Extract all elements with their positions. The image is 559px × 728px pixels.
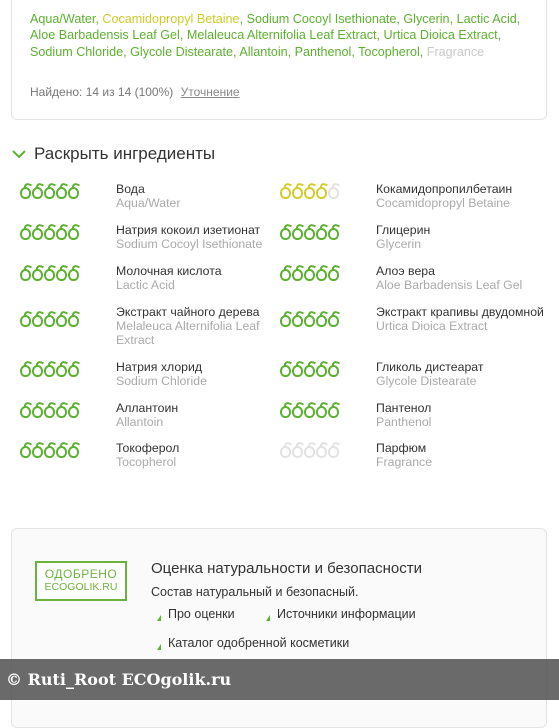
leaf-drop-icon <box>292 406 303 418</box>
ingredient-name-ru: Алоэ вера <box>376 264 435 278</box>
leaf-drop-icon <box>316 446 327 458</box>
leaf-drop-icon <box>316 187 327 199</box>
ingredient-name-inci: Melaleuca Alternifolia Leaf Extract <box>116 319 260 347</box>
safety-rating-icons <box>20 187 79 199</box>
ingredient-name-ru: Глицерин <box>376 223 431 237</box>
leaf-drop-icon <box>20 365 31 377</box>
leaf-drop-icon <box>68 228 79 240</box>
leaf-drop-icon <box>20 187 31 199</box>
ingredient-name-ru: Натрия кокоил изетионат <box>116 223 261 237</box>
ingredient-name-inci: Urtica Dioica Extract <box>376 319 488 333</box>
ingredient-item[interactable] <box>116 305 286 347</box>
ingredient-name-ru: Экстракт чайного дерева <box>116 305 260 319</box>
ingredient-item[interactable] <box>116 264 286 292</box>
leaf-drop-icon <box>56 406 67 418</box>
watermark: © Ruti_Root ECOgolik.ru <box>0 659 559 700</box>
bullet-arrow-icon <box>157 615 161 621</box>
ingredient-item[interactable] <box>376 360 546 388</box>
link-label: Про оценки <box>168 607 235 621</box>
leaf-drop-icon <box>328 446 339 458</box>
leaf-drop-icon <box>280 187 291 199</box>
leaf-drop-icon <box>44 269 55 281</box>
leaf-drop-icon <box>20 315 31 327</box>
ingredient-name-inci: Tocopherol <box>116 455 177 469</box>
leaf-drop-icon <box>32 365 43 377</box>
leaf-drop-icon <box>32 187 43 199</box>
ingredient-link[interactable]: Melaleuca Alternifolia Leaf Extract <box>186 28 377 43</box>
found-count: Найдено: 14 из 14 (100%) <box>30 85 174 99</box>
safety-rating-icons <box>20 269 79 281</box>
leaf-drop-icon <box>280 269 291 281</box>
leaf-drop-icon <box>68 269 79 281</box>
approved-badge[interactable] <box>35 561 127 601</box>
ingredient-name-inci: Lactic Acid <box>116 278 175 292</box>
leaf-drop-icon <box>32 269 43 281</box>
leaf-drop-icon <box>328 228 339 240</box>
leaf-drop-icon <box>280 228 291 240</box>
ingredient-link[interactable]: Glycole Distearate <box>130 44 233 59</box>
ingredient-item[interactable] <box>376 264 546 292</box>
ingredient-name-ru: Токоферол <box>116 441 180 455</box>
leaf-drop-icon <box>292 446 303 458</box>
ingredient-link[interactable]: Glycerin <box>403 12 450 26</box>
ingredient-link[interactable]: Aqua/Water <box>30 12 96 26</box>
bullet-arrow-icon <box>157 644 161 650</box>
leaf-drop-icon <box>56 187 67 199</box>
badge-line1: ОДОБРЕНО <box>44 567 118 581</box>
link-label: Источники информации <box>277 607 416 621</box>
ingredient-item[interactable] <box>116 360 286 388</box>
rating-title: Оценка натуральности и безопасности <box>151 560 422 577</box>
leaf-drop-icon <box>20 228 31 240</box>
link-label: Каталог одобренной косметики <box>168 636 350 650</box>
ingredients-inline-list: Aqua/Water, Cocamidopropyl Betaine, Sodium Cocoyl Isethionate, Glycerin, Lactic Acid, Aloe Barbadensis Leaf Gel, Melaleuca Alternifolia Leaf Extract, Urtica Dioica Extract, Sodium Chloride, Glycole Distearate, Allantoin, Panthenol, Tocopherol, Fragrance <box>30 12 521 59</box>
leaf-drop-icon <box>68 446 79 458</box>
leaf-drop-icon <box>68 187 79 199</box>
leaf-drop-icon <box>328 315 339 327</box>
ingredient-name-ru: Вода <box>116 182 145 196</box>
ingredient-name-ru: Парфюм <box>376 441 427 455</box>
leaf-drop-icon <box>328 187 339 199</box>
ingredient-link[interactable]: Aloe Barbadensis Leaf Gel <box>30 28 180 43</box>
safety-rating-icons <box>280 315 339 327</box>
chevron-down-icon <box>12 149 26 159</box>
leaf-drop-icon <box>44 315 55 327</box>
ingredient-name-inci: Cocamidopropyl Betaine <box>376 196 510 210</box>
safety-rating-icons <box>280 406 339 418</box>
leaf-drop-icon <box>56 365 67 377</box>
leaf-drop-icon <box>304 315 315 327</box>
leaf-drop-icon <box>32 406 43 418</box>
safety-rating-icons <box>20 228 79 240</box>
ingredient-item[interactable] <box>116 223 286 251</box>
leaf-drop-icon <box>316 406 327 418</box>
ingredient-item[interactable] <box>376 182 546 210</box>
leaf-drop-icon <box>32 446 43 458</box>
leaf-drop-icon <box>316 228 327 240</box>
ingredient-name-ru: Экстракт крапивы двудомной <box>376 305 544 319</box>
ingredient-link[interactable]: Urtica Dioica Extract <box>383 28 498 43</box>
leaf-drop-icon <box>32 315 43 327</box>
ingredient-name-inci: Glycerin <box>376 237 422 251</box>
leaf-drop-icon <box>292 365 303 377</box>
leaf-drop-icon <box>280 315 291 327</box>
leaf-drop-icon <box>292 269 303 281</box>
ingredient-name-ru: Натрия хлорид <box>116 360 203 374</box>
leaf-drop-icon <box>32 228 43 240</box>
ingredient-link[interactable]: Cocamidopropyl Betaine <box>102 12 240 26</box>
leaf-drop-icon <box>44 187 55 199</box>
leaf-drop-icon <box>304 446 315 458</box>
ingredient-name-inci: Sodium Chloride <box>116 374 207 388</box>
ingredient-name-inci: Glycole Distearate <box>376 374 477 388</box>
leaf-drop-icon <box>304 406 315 418</box>
leaf-drop-icon <box>316 365 327 377</box>
safety-rating-icons <box>20 315 79 327</box>
leaf-drop-icon <box>56 269 67 281</box>
leaf-drop-icon <box>328 406 339 418</box>
expand-ingredients-toggle[interactable] <box>12 143 215 165</box>
ingredient-name-ru: Пантенол <box>376 401 432 415</box>
leaf-drop-icon <box>316 269 327 281</box>
ingredient-name-ru: Кокамидопропилбетаин <box>376 182 513 196</box>
ingredient-name-inci: Panthenol <box>376 415 432 429</box>
leaf-drop-icon <box>304 187 315 199</box>
safety-rating-icons <box>20 446 79 458</box>
sources-link[interactable] <box>266 607 416 621</box>
leaf-drop-icon <box>304 269 315 281</box>
leaf-drop-icon <box>20 269 31 281</box>
safety-rating-icons <box>20 406 79 418</box>
safety-rating-icons <box>20 365 79 377</box>
ingredient-name-ru: Молочная кислота <box>116 264 222 278</box>
ingredient-name-inci: Aqua/Water <box>116 196 181 210</box>
leaf-drop-icon <box>292 228 303 240</box>
leaf-drop-icon <box>292 187 303 199</box>
safety-rating-icons <box>280 228 339 240</box>
safety-rating-icons <box>280 365 339 377</box>
leaf-drop-icon <box>20 446 31 458</box>
leaf-drop-icon <box>304 228 315 240</box>
badge-line2: ECOGOLIK.RU <box>44 581 118 593</box>
leaf-drop-icon <box>44 406 55 418</box>
leaf-drop-icon <box>56 315 67 327</box>
safety-rating-icons <box>280 446 339 458</box>
ingredient-link[interactable]: Tocopherol <box>358 44 420 59</box>
leaf-drop-icon <box>68 365 79 377</box>
about-ratings-link[interactable] <box>157 607 235 621</box>
leaf-drop-icon <box>44 446 55 458</box>
leaf-drop-icon <box>328 269 339 281</box>
leaf-drop-icon <box>304 365 315 377</box>
leaf-drop-icon <box>280 365 291 377</box>
leaf-drop-icon <box>280 406 291 418</box>
found-summary <box>30 85 240 99</box>
refine-link[interactable]: Уточнение <box>180 85 240 99</box>
ingredient-item[interactable] <box>376 305 546 333</box>
ingredient-item[interactable] <box>376 401 546 429</box>
leaf-drop-icon <box>280 446 291 458</box>
rating-subtitle: Состав натуральный и безопасный. <box>151 585 359 599</box>
ingredient-link[interactable]: Sodium Cocoyl Isethionate <box>246 12 397 26</box>
leaf-drop-icon <box>44 228 55 240</box>
expand-label: Раскрыть ингредиенты <box>34 144 216 163</box>
bullet-arrow-icon <box>266 615 270 621</box>
ingredient-name-inci: Allantoin <box>116 415 164 429</box>
leaf-drop-icon <box>292 315 303 327</box>
ingredient-item[interactable] <box>376 223 546 251</box>
ingredient-name-inci: Sodium Cocoyl Isethionate <box>116 237 263 251</box>
ingredient-name-inci: Aloe Barbadensis Leaf Gel <box>376 278 523 292</box>
ingredient-link[interactable]: Allantoin <box>239 44 288 59</box>
ingredient-item[interactable] <box>116 182 286 210</box>
leaf-drop-icon <box>44 365 55 377</box>
leaf-drop-icon <box>68 406 79 418</box>
ingredient-name-ru: Гликоль дистеарат <box>376 360 484 374</box>
ingredient-link[interactable]: Sodium Chloride <box>30 44 124 59</box>
ingredient-item[interactable] <box>116 401 286 429</box>
ingredient-link[interactable]: Fragrance <box>426 44 485 59</box>
ingredient-item[interactable] <box>116 441 286 469</box>
approved-catalog-link[interactable] <box>157 636 349 650</box>
ingredient-link[interactable]: Panthenol <box>294 44 352 59</box>
ingredient-item[interactable] <box>376 441 546 469</box>
safety-rating-icons <box>280 187 339 199</box>
leaf-drop-icon <box>56 446 67 458</box>
ingredient-link[interactable]: Lactic Acid <box>456 12 517 26</box>
leaf-drop-icon <box>56 228 67 240</box>
leaf-drop-icon <box>20 406 31 418</box>
leaf-drop-icon <box>316 315 327 327</box>
ingredient-name-inci: Fragrance <box>376 455 433 469</box>
safety-rating-icons <box>280 269 339 281</box>
ingredient-name-ru: Аллантоин <box>116 401 179 415</box>
leaf-drop-icon <box>68 315 79 327</box>
leaf-drop-icon <box>328 365 339 377</box>
